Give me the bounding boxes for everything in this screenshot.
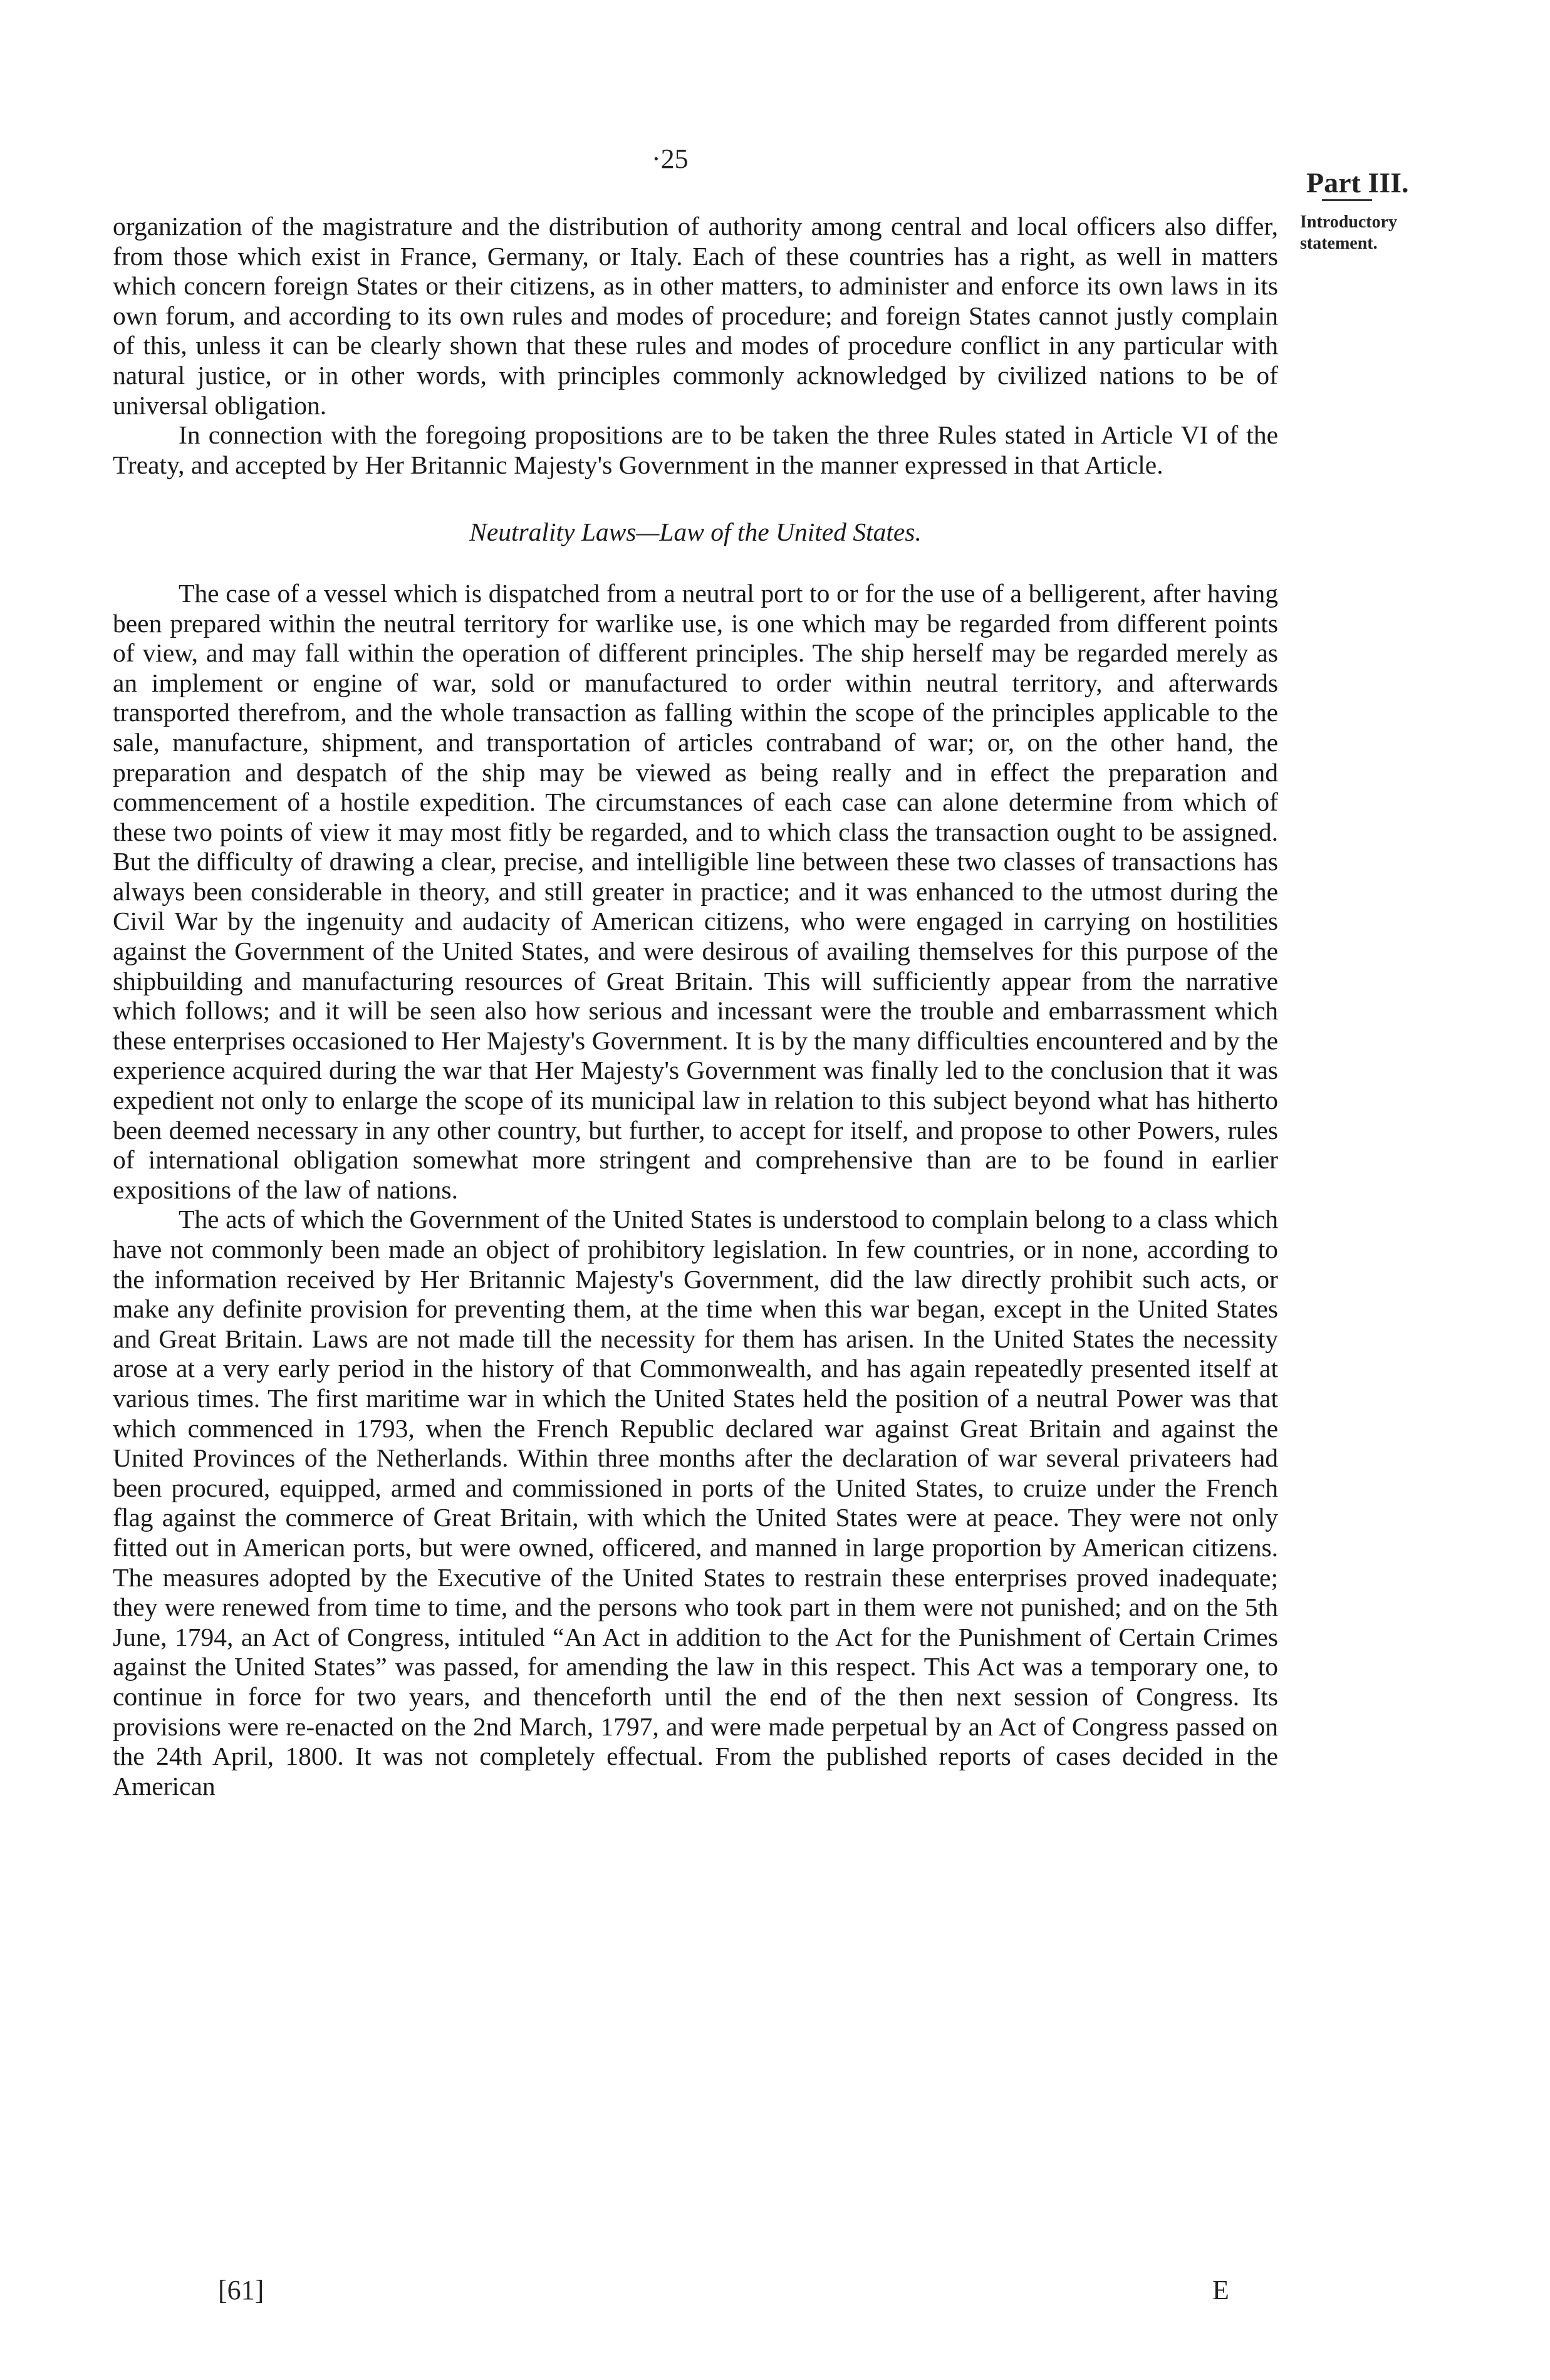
body-text xyxy=(113,212,1278,1801)
paragraph-continued: organization of the magistrature and the distribution of authority among central and local officers also differ, from those which exist in France, Germany, or Italy. Each of these countries has a right, as well in matters which concern foreign States or their citizens, as in other matters, to administer and enforce its own laws in its own forum, and according to its own rules and modes of procedure; and foreign States cannot justly complain of this, unless it can be clearly shown that these rules and modes of procedure conflict in any particular with natural justice, or in other words, with principles commonly acknowledged by civilized nations to be of universal obligation. xyxy=(113,212,1278,420)
margin-sidenote: Introductory statement. xyxy=(1300,212,1398,253)
section-heading: Neutrality Laws—Law of the United States. xyxy=(469,517,922,547)
paragraph-vessel-case: The case of a vessel which is dispatched from a neutral port to or for the use of a belligerent, after having been prepared within the neutral territory for warlike use, is one which may be regarded from different points of view, and may fall within the operation of different principles. The ship herself may be regarded merely as an implement or engine of war, sold or manufactured to order within neutral territory, and afterwards transported therefrom, and the whole transaction as falling within the scope of the principles applicable to the sale, manufacture, shipment, and transportation of articles contraband of war; or, on the other hand, the preparation and despatch of the ship may be viewed as being really and in effect the preparation and commencement of a hostile expedition. The circumstances of each case can alone determine from which of these two points of view it may most fitly be regarded, and to which class the transaction ought to be assigned. But the difficulty of drawing a clear, precise, and intelligible line between these two classes of transactions has always been considerable in theory, and still greater in practice; and it was enhanced to the utmost during the Civil War by the ingenuity and audacity of American citizens, who were engaged in carrying on hostilities against the Government of the United States, and were desirous of availing themselves for this purpose of the shipbuilding and manufacturing resources of Great Britain. This will sufficiently appear from the narrative which follows; and it will be seen also how serious and incessant were the trouble and embarrassment which these enterprises occasioned to Her Majesty's Government. It is by the many difficulties encountered and by the experience acquired during the war that Her Majesty's Government was finally led to the conclusion that it was expedient not only to enlarge the scope of its municipal law in relation to this subject beyond what has hitherto been deemed necessary in any other country, but further, to accept for itself, and propose to other Powers, rules of international obligation somewhat more stringent and comprehensive than are to be found in earlier expositions of the law of nations. xyxy=(113,578,1278,1204)
paragraph-acts: The acts of which the Government of the United States is understood to complain belong to a class which have not commonly been made an object of prohibitory legislation. In few countries, or in none, according to the information received by Her Britannic Majesty's Government, did the law directly prohibit such acts, or make any definite provision for preventing them, at the time when this war began, except in the United States and Great Britain. Laws are not made till the necessity for them has arisen. In the United States the necessity arose at a very early period in the history of that Commonwealth, and has again repeatedly presented itself at various times. The first maritime war in which the United States held the position of a neutral Power was that which commenced in 1793, when the French Republic declared war against Great Britain and against the United Provinces of the Netherlands. Within three months after the declaration of war several privateers had been procured, equipped, armed and commissioned in ports of the United States, to cruize under the French flag against the commerce of Great Britain, with which the United States were at peace. They were not only fitted out in American ports, but were owned, officered, and manned in large proportion by American citizens. The measures adopted by the Executive of the United States to restrain these enterprises proved inadequate; they were renewed from time to time, and the persons who took part in them were not punished; and on the 5th June, 1794, an Act of Congress, intituled “An Act in addition to the Act for the Punishment of Certain Crimes against the United States” was passed, for amending the law in this respect. This Act was a temporary one, to continue in force for two years, and thenceforth until the end of the then next session of Congress. Its provisions were re-enacted on the 2nd March, 1797, and were made perpetual by an Act of Congress passed on the 24th April, 1800. It was not completely effectual. From the published reports of cases decided in the American xyxy=(113,1205,1278,1801)
paragraph-rules: In connection with the foregoing propositions are to be taken the three Rules stated in Article VI of the Treaty, and accepted by Her Britannic Majesty's Government in the manner expressed in that Article. xyxy=(113,420,1278,479)
page-number: ·25 xyxy=(652,143,689,174)
signature-letter: E xyxy=(1212,2275,1229,2305)
sidenote-rule xyxy=(1322,199,1372,201)
part-label: Part III. xyxy=(1306,167,1409,199)
signature-mark: [61] xyxy=(218,2275,264,2305)
